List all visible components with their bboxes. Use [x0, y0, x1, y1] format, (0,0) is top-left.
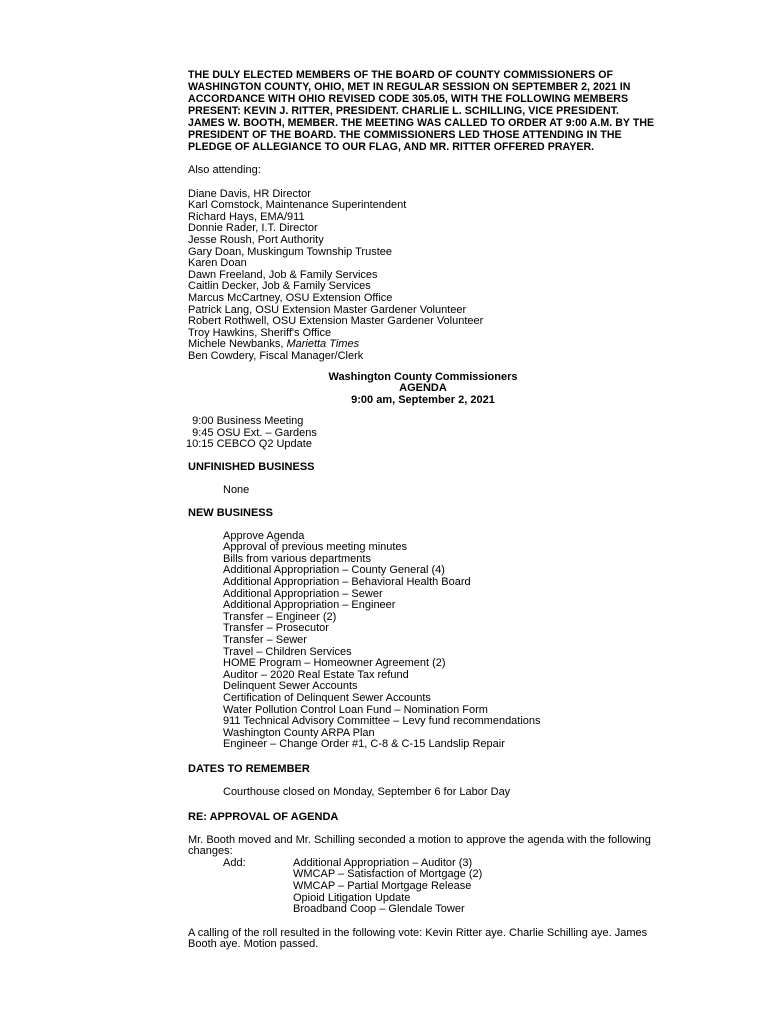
list-item: Bills from various departments: [223, 552, 371, 565]
agenda-header: [188, 372, 658, 407]
list-item: Additional Appropriation – County General (4): [223, 564, 445, 577]
attendee: Jesse Roush, Port Authority: [188, 233, 324, 246]
list-item: Transfer – Prosecutor: [223, 622, 329, 635]
list-item: HOME Program – Homeowner Agreement (2): [223, 657, 446, 670]
agenda-date: 9:00 am, September 2, 2021: [351, 393, 495, 406]
dates-heading: DATES TO REMEMBER: [188, 762, 310, 775]
dates-item: Courthouse closed on Monday, September 6 for Labor Day: [223, 785, 511, 798]
attendee: Troy Hawkins, Sheriff's Office: [188, 326, 332, 339]
also-attending-label: Also attending:: [188, 164, 261, 176]
attendee: Ben Cowdery, Fiscal Manager/Clerk: [188, 349, 364, 362]
add-changes: [188, 858, 658, 916]
attendee: Robert Rothwell, OSU Extension Master Gardener Volunteer: [188, 315, 484, 328]
unfinished-business-heading: UNFINISHED BUSINESS: [188, 461, 315, 474]
list-item: Additional Appropriation – Sewer: [223, 587, 383, 600]
attendee-organization: Marietta Times: [286, 338, 360, 351]
agenda-org: Washington County Commissioners: [328, 370, 518, 383]
schedule-item: 9:45 OSU Ext. – Gardens: [186, 426, 317, 439]
new-business-list: [188, 531, 658, 751]
attendee-list: [188, 189, 658, 363]
list-item: Washington County ARPA Plan: [223, 726, 375, 739]
list-item: Engineer – Change Order #1, C-8 & C-15 Landslip Repair: [223, 738, 505, 751]
list-item: Broadband Coop – Glendale Tower: [293, 903, 465, 916]
list-item: Approve Agenda: [223, 529, 305, 542]
unfinished-business-none: None: [223, 484, 250, 497]
approval-motion: Mr. Booth moved and Mr. Schilling seconded a motion to approve the agenda with the following changes:: [188, 833, 651, 858]
minutes-body: [188, 69, 658, 951]
list-item: Transfer – Engineer (2): [223, 610, 337, 623]
schedule-item: 10:15 CEBCO Q2 Update: [186, 438, 312, 451]
attendee: Donnie Rader, I.T. Director: [188, 222, 318, 235]
schedule-item: 9:00 Business Meeting: [186, 415, 304, 428]
attendee: Diane Davis, HR Director: [188, 187, 311, 200]
list-item: Water Pollution Control Loan Fund – Nomination Form: [223, 703, 488, 716]
agenda-title: AGENDA: [399, 382, 447, 395]
roll-call: A calling of the roll resulted in the following vote: Kevin Ritter aye. Charlie Schilling aye. James Booth aye. Motion passed.: [188, 926, 648, 951]
list-item: Additional Appropriation – Engineer: [223, 599, 396, 612]
list-item: Certification of Delinquent Sewer Accounts: [223, 691, 431, 704]
attendee: Marcus McCartney, OSU Extension Office: [188, 291, 393, 304]
add-label: Add:: [223, 856, 246, 869]
attendee-name: Michele Newbanks,: [188, 338, 287, 351]
attendee: Richard Hays, EMA/911: [188, 210, 305, 223]
attendee: Caitlin Decker, Job & Family Services: [188, 280, 371, 293]
list-item: WMCAP – Partial Mortgage Release: [293, 879, 472, 892]
attendee: Karl Comstock, Maintenance Superintendent: [188, 199, 407, 212]
list-item: Auditor – 2020 Real Estate Tax refund: [223, 668, 409, 681]
approval-heading: RE: APPROVAL OF AGENDA: [188, 810, 339, 823]
list-item: Additional Appropriation – Behavioral Health Board: [223, 576, 471, 589]
list-item: 911 Technical Advisory Committee – Levy fund recommendations: [223, 715, 541, 728]
list-item: WMCAP – Satisfaction of Mortgage (2): [293, 868, 483, 881]
list-item: Travel – Children Services: [223, 645, 352, 658]
schedule: [188, 416, 658, 451]
list-item: Transfer – Sewer: [223, 634, 307, 646]
new-business-heading: NEW BUSINESS: [188, 506, 273, 519]
intro-paragraph: THE DULY ELECTED MEMBERS OF THE BOARD OF COUNTY COMMISSIONERS OF WASHINGTON COUNTY, OHIO, MET IN REGULAR SESSION ON SEPTEMBER 2, 2021 IN ACCORDANCE WITH OHIO REVISED CODE 305.05, WITH THE FOLLOWING MEMBERS PRESENT: KEVIN J. RITTER, PRESIDENT. CHARLIE L. SCHILLING, VICE PRESIDENT. JAMES W. BOOTH, MEMBER. THE MEETING WAS CALLED TO ORDER AT 9:00 A.M. BY THE PRESIDENT OF THE BOARD. THE COMMISSIONERS LED THOSE ATTENDING IN THE PLEDGE OF ALLEGIANCE TO OUR FLAG, AND MR. RITTER OFFERED PRAYER.: [188, 69, 655, 153]
attendee: Dawn Freeland, Job & Family Services: [188, 268, 378, 281]
attendee: Gary Doan, Muskingum Township Trustee: [188, 245, 392, 258]
add-list: [293, 858, 658, 916]
list-item: Delinquent Sewer Accounts: [223, 680, 358, 693]
list-item: Opioid Litigation Update: [293, 891, 411, 904]
list-item: Additional Appropriation – Auditor (3): [293, 856, 473, 869]
attendee: Karen Doan: [188, 257, 247, 270]
attendee: Patrick Lang, OSU Extension Master Gardener Volunteer: [188, 303, 467, 316]
list-item: Approval of previous meeting minutes: [223, 541, 408, 554]
